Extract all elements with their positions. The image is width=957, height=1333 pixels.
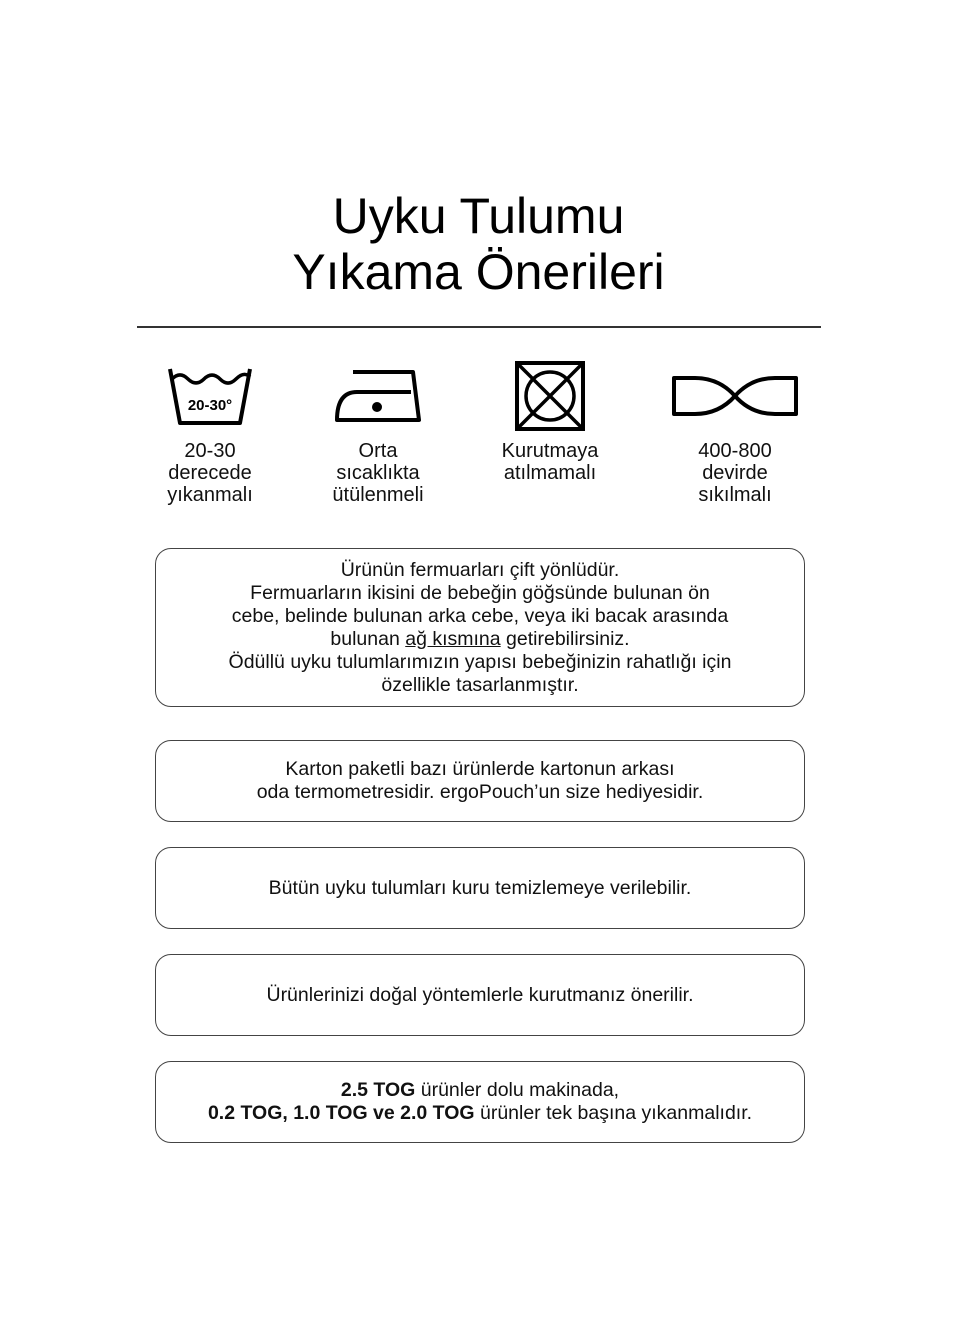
no-tumble-dry-icon (514, 360, 586, 432)
note-dry-clean: Bütün uyku tulumları kuru temizlemeye verilebilir. (155, 847, 805, 929)
wash-tub-icon (166, 363, 254, 429)
care-item-iron (293, 356, 463, 506)
care-label-wring: 400-800 devirde sıkılmalı (698, 440, 772, 506)
care-item-wash (125, 356, 295, 506)
page-title (0, 188, 957, 300)
title-line-1: Uyku Tulumu (332, 188, 625, 244)
note-natural-dry: Ürünlerinizi doğal yöntemlerle kurutmanız önerilir. (155, 954, 805, 1036)
note-zipper: Ürünün fermuarları çift yönlüdür. Fermuarların ikisini de bebeğin göğsünde bulunan ön cebe, belinde bulunan arka cebe, veya iki bacak arasında bulunan ağ kısmına getirebilirsiniz. Ödüllü uyku tulumlarımızın yapısı bebeğinizin rahatlığı için özellikle tasarlanmıştır. (155, 548, 805, 707)
care-item-wring (650, 356, 820, 506)
iron-icon (333, 366, 423, 426)
underlined-phrase: ağ kısmına (405, 627, 501, 650)
wash-temp-text: 20-30° (187, 397, 233, 414)
care-item-dry (465, 356, 635, 484)
wring-icon (671, 374, 799, 418)
care-label-iron: Orta sıcaklıkta ütülenmeli (332, 440, 424, 506)
note-tog: 2.5 TOG ürünler dolu makinada, 0.2 TOG, 1.0 TOG ve 2.0 TOG ürünler tek başına yıkanmalıdır. (155, 1061, 805, 1143)
care-label-wash: 20-30 derecede yıkanmalı (167, 440, 253, 506)
care-label-dry: Kurutmaya atılmamalı (501, 440, 599, 484)
note-carton: Karton paketli bazı ürünlerde kartonun arkası oda termometresidir. ergoPouch’un size hediyesidir. (155, 740, 805, 822)
title-line-2: Yıkama Önerileri (292, 244, 665, 300)
divider (137, 326, 821, 328)
